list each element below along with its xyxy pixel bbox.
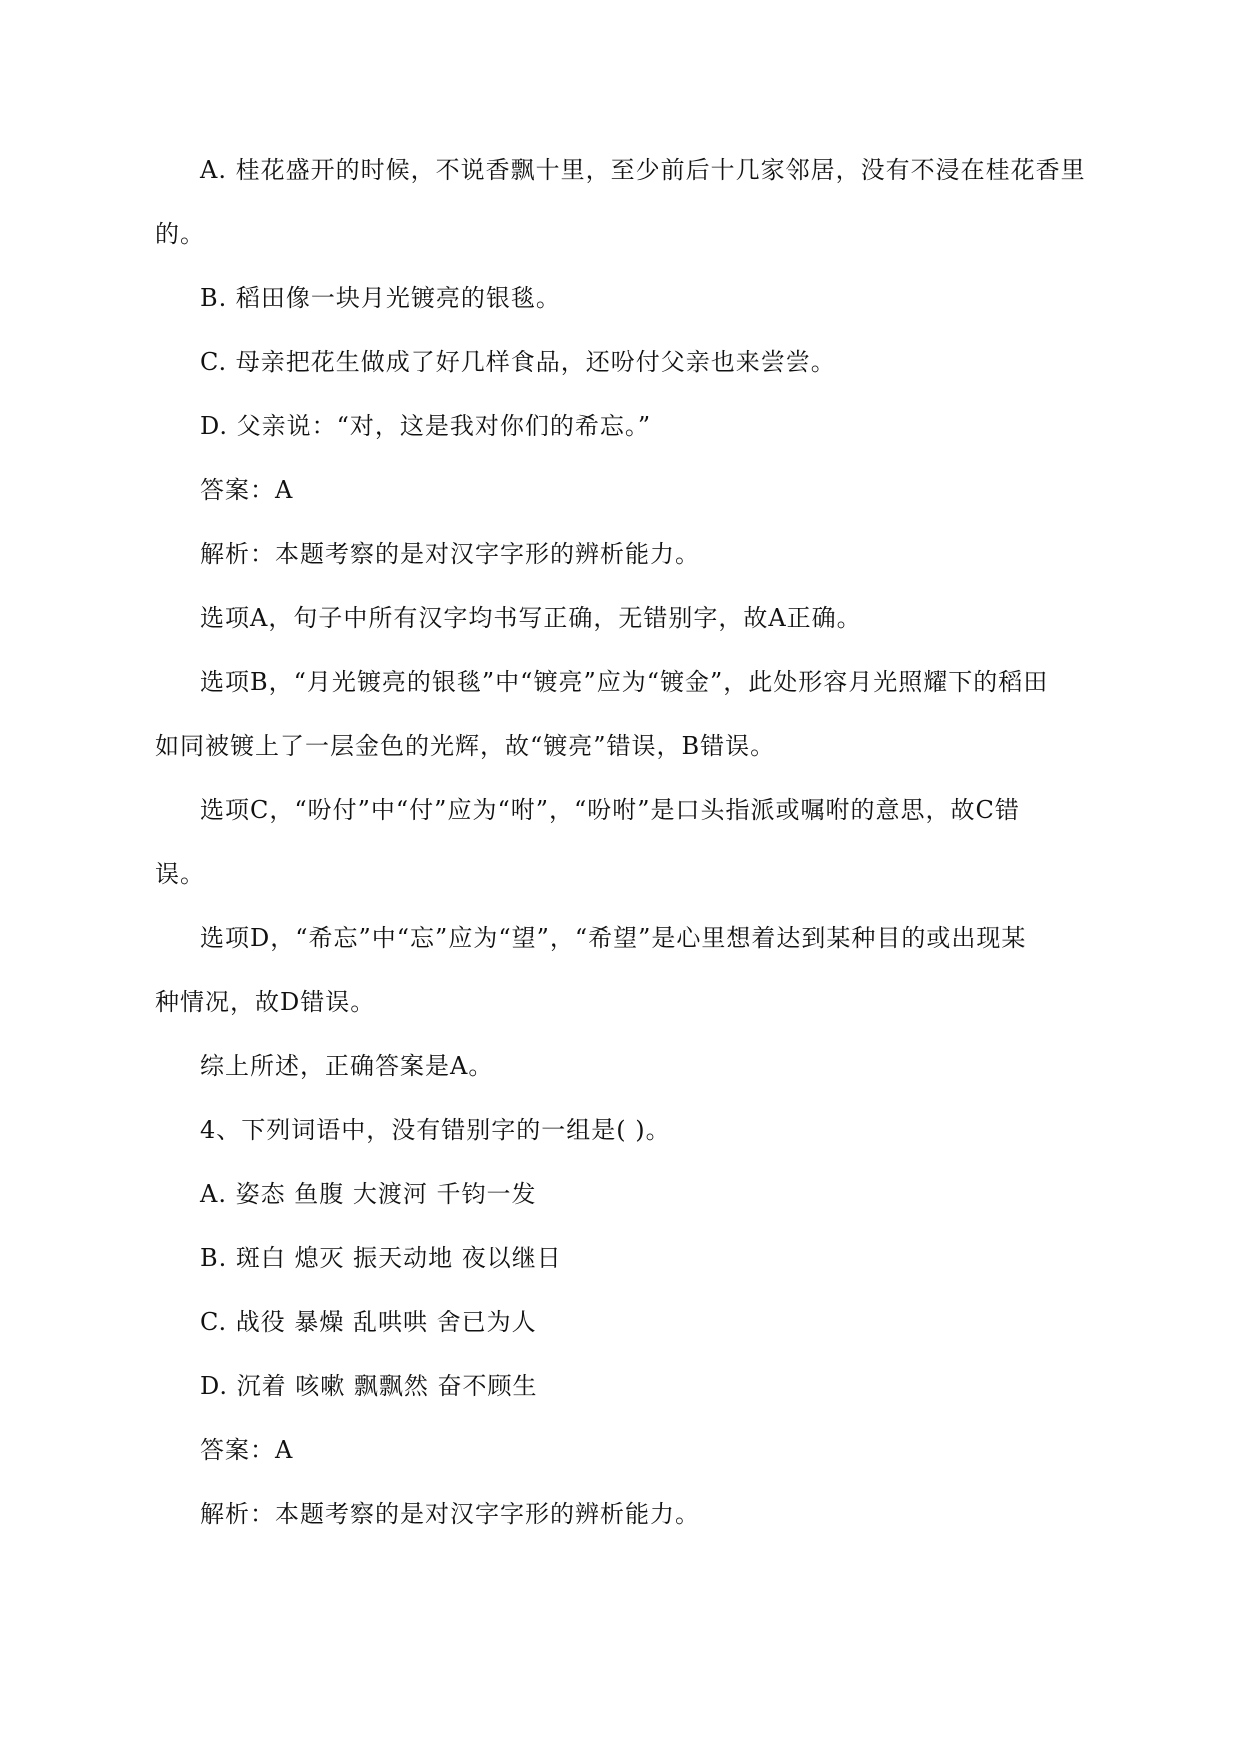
analysis-option-a: 选项A，句子中所有汉字均书写正确，无错别字，故A正确。 bbox=[200, 604, 862, 632]
question-4-option-b: B. 斑白 熄灭 振天动地 夜以继日 bbox=[200, 1244, 562, 1272]
question-4-option-a: A. 姿态 鱼腹 大渡河 千钧一发 bbox=[200, 1180, 537, 1208]
answer-1: 答案：A bbox=[200, 476, 294, 504]
document-body bbox=[155, 138, 1090, 1546]
question-4-option-d: D. 沉着 咳嗽 飘飘然 奋不顾生 bbox=[200, 1372, 538, 1400]
option-a-line-1: A. 桂花盛开的时候，不说香飘十里，至少前后十几家邻居，没有不浸在桂花香里 bbox=[200, 156, 1086, 184]
question-4-option-c: C. 战役 暴燥 乱哄哄 舍已为人 bbox=[200, 1308, 537, 1336]
question-4: 4、下列词语中，没有错别字的一组是( )。 bbox=[200, 1116, 671, 1144]
option-d: D. 父亲说：“对，这是我对你们的希忘。” bbox=[200, 412, 652, 440]
analysis-option-c-line-1: 选项C，“吩付”中“付”应为“咐”，“吩咐”是口头指派或嘱咐的意思，故C错 bbox=[200, 796, 1020, 824]
option-a-line-2: 的。 bbox=[155, 220, 205, 248]
answer-2: 答案：A bbox=[200, 1436, 294, 1464]
analysis-1: 解析：本题考察的是对汉字字形的辨析能力。 bbox=[200, 540, 700, 568]
summary-1: 综上所述，正确答案是A。 bbox=[200, 1052, 494, 1080]
analysis-option-c-line-2: 误。 bbox=[155, 860, 205, 888]
analysis-option-b-line-1: 选项B，“月光镀亮的银毯”中“镀亮”应为“镀金”，此处形容月光照耀下的稻田 bbox=[200, 668, 1049, 696]
analysis-option-b-line-2: 如同被镀上了一层金色的光辉，故“镀亮”错误，B错误。 bbox=[155, 732, 776, 760]
analysis-option-d-line-2: 种情况，故D错误。 bbox=[155, 988, 376, 1016]
option-c: C. 母亲把花生做成了好几样食品，还吩付父亲也来尝尝。 bbox=[200, 348, 836, 376]
analysis-2: 解析：本题考察的是对汉字字形的辨析能力。 bbox=[200, 1500, 700, 1528]
analysis-option-d-line-1: 选项D，“希忘”中“忘”应为“望”，“希望”是心里想着达到某种目的或出现某 bbox=[200, 924, 1027, 952]
option-b: B. 稻田像一块月光镀亮的银毯。 bbox=[200, 284, 561, 312]
